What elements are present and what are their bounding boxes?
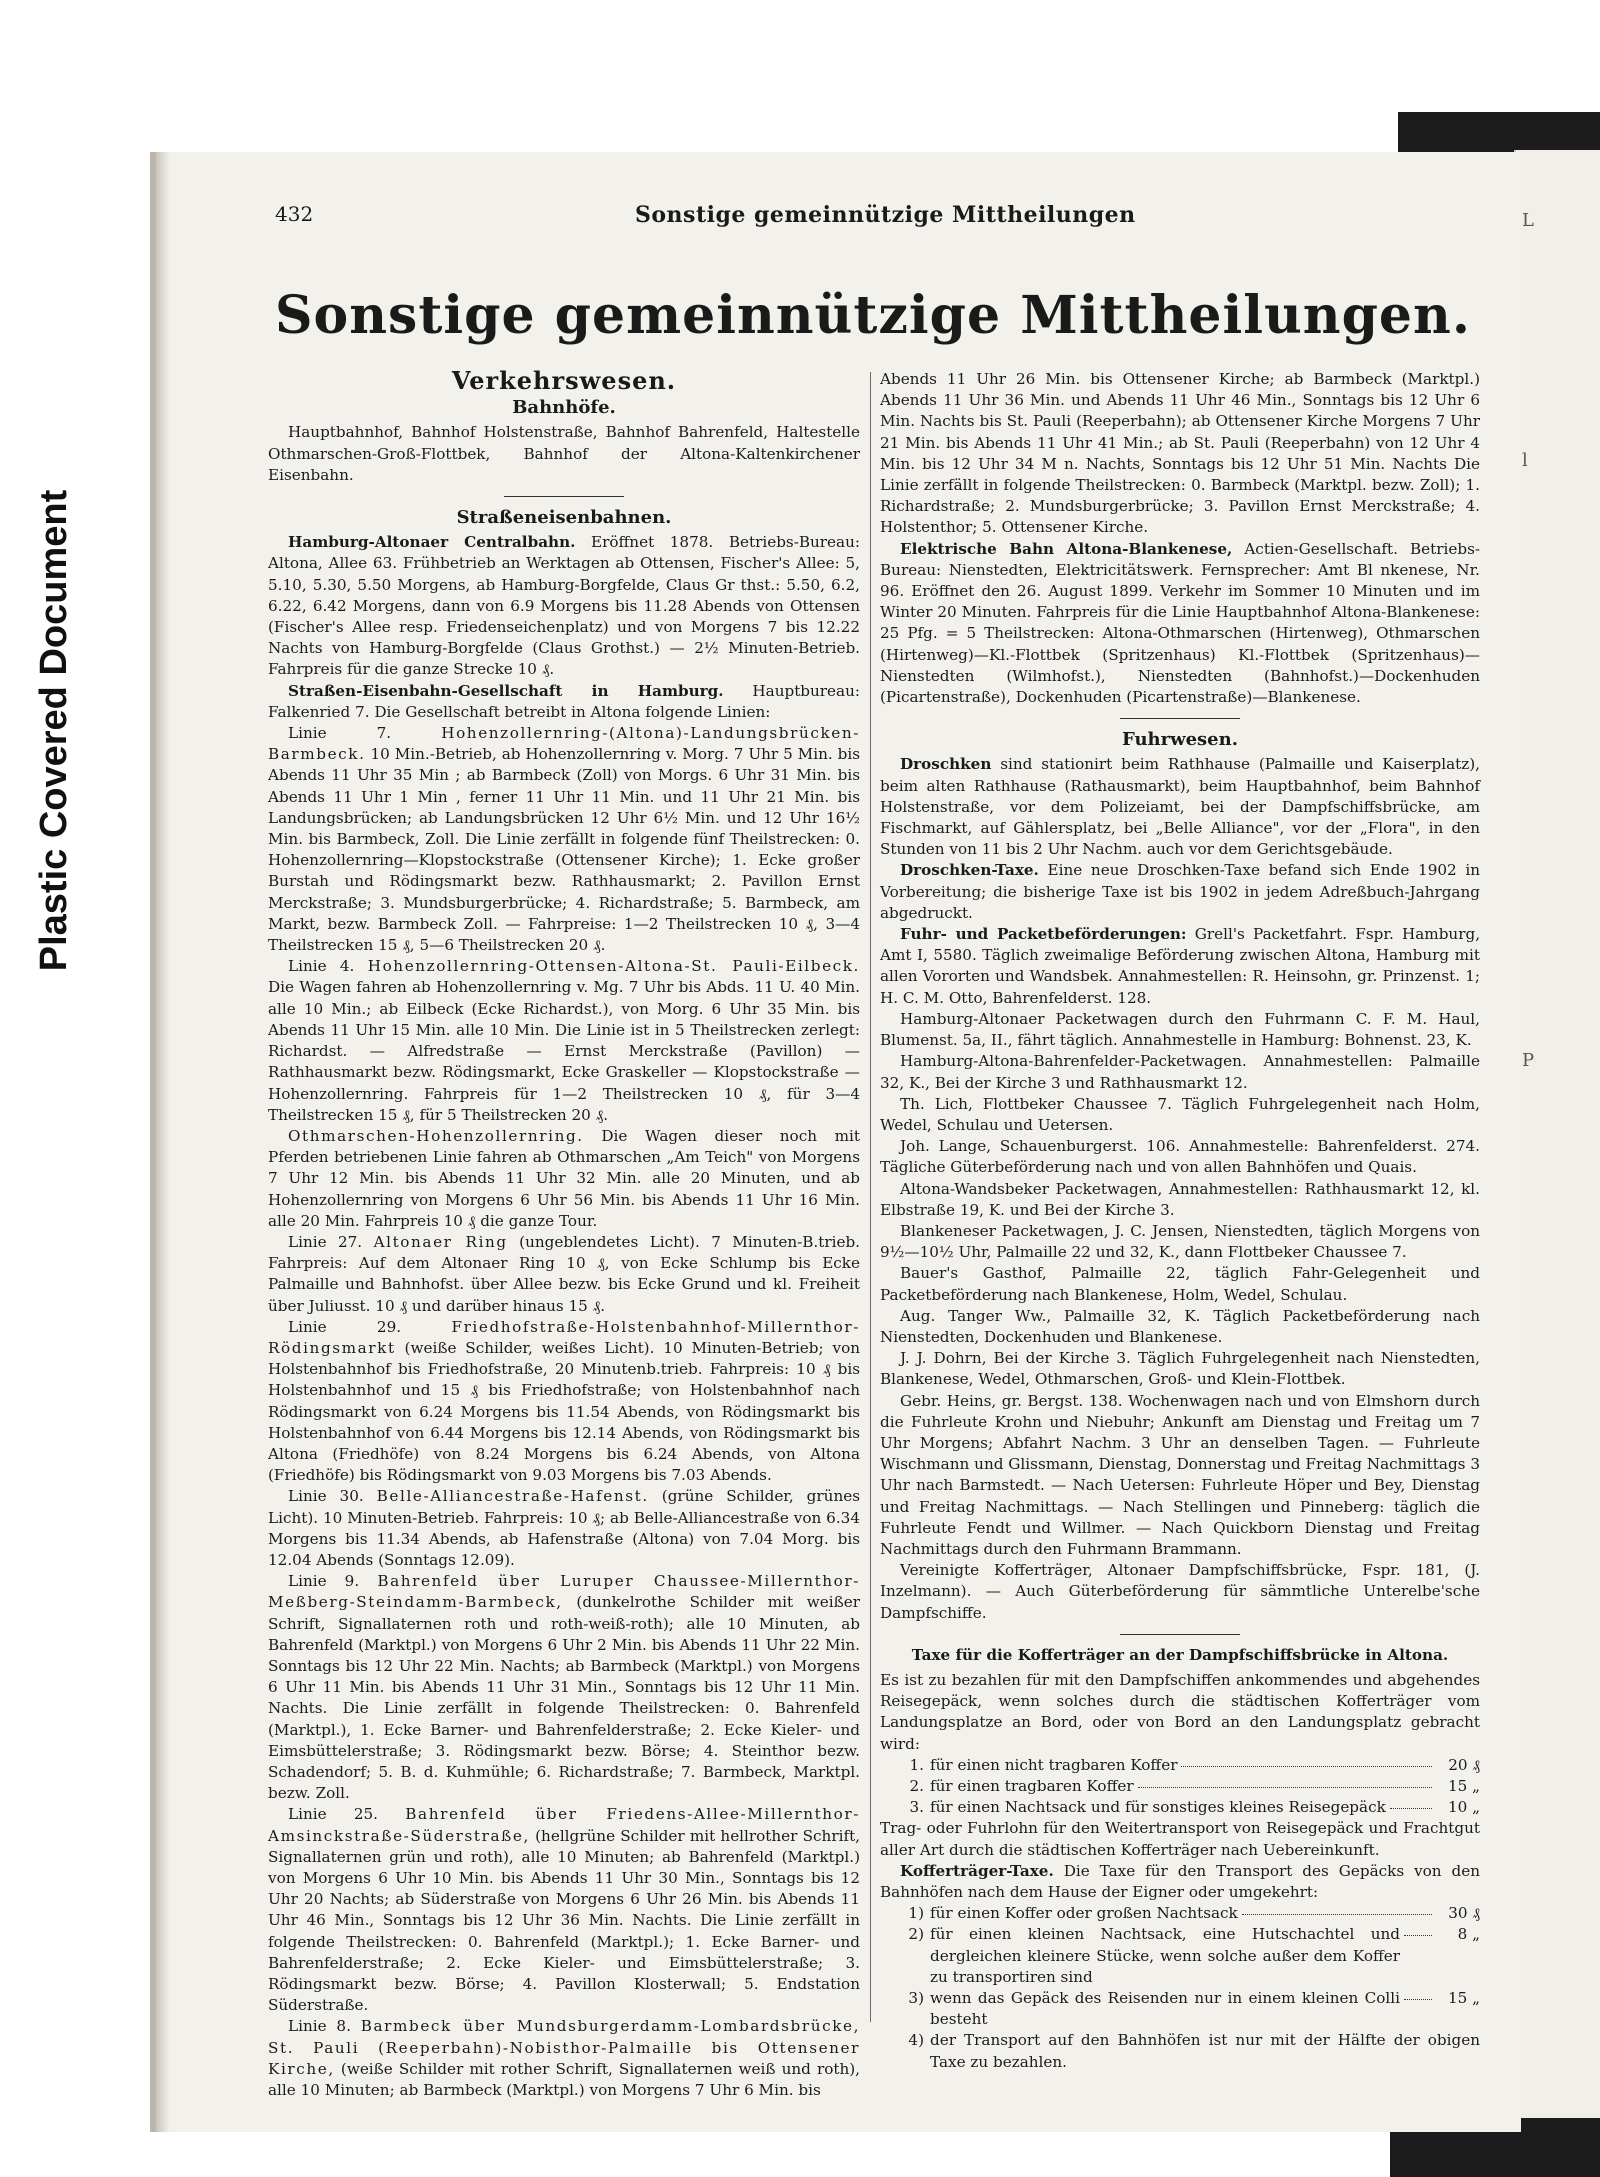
tariff-text: für einen Nachtsack und für sonstiges kleines Reisegepäck <box>930 1798 1386 1817</box>
line-text: 10 Min.-Betrieb, ab Hohenzollernring v. Morg. 7 Uhr 5 Min. bis Abends 11 Uhr 35 Min ; ab Barmbeck (Zoll) von Morgs. 6 Uhr 31 Min. bis Abends 11 Uhr 1 Min , ferner 11 Uhr 11 Min. und 11 Uhr 21 Min. bis Landungsbrücken; ab Landungsbrücken 12 Uhr 6½ Min. und 12 Uhr 16½ Min. bis Barmbeck, Zoll. Die Linie zerfällt in folgende fünf Theilstrecken: 0. Hohenzollernring—Klopstockstraße (Ottensener Kirche); 1. Ecke großer Burstah und Rödingsmarkt bezw. Rathhausmarkt; 2. Pavillon Ernst Merckstraße; 3. Mundsburgerbrücke; 4. Richardstraße; 5. Barmbeck, am Markt, bezw. Barmbeck Zoll. — Fahrpreise: 1—2 Theilstrecken 10 ₰, 3—4 Theilstrecken 15 ₰, 5—6 Theilstrecken 20 ₰. <box>268 745 860 955</box>
line-route: Barmbeck über Mundsburgerdamm-Lombardsbrücke, St. Pauli (Reeperbahn)-Nobisthor-Palmaille bis Ottensener Kirche, <box>268 2017 861 2078</box>
running-header <box>275 198 1235 234</box>
line-entry <box>268 1232 860 1317</box>
tariff-number: 1) <box>908 1904 924 1923</box>
paragraph-text: Eine neue Droschken-Taxe befand sich Ende 1902 in Vorbereitung; die bisherige Taxe ist bis 1902 in jedem Adreßbuch-Jahrgang abgedruckt. <box>880 861 1481 922</box>
line-route: Belle-Alliancestraße-Hafenst. <box>376 1487 649 1506</box>
leader-dots <box>1138 1787 1432 1788</box>
line-entry <box>268 723 860 956</box>
paragraph: Hauptbahnhof, Bahnhof Holstenstraße, Bahnhof Bahrenfeld, Haltestelle Othmarschen-Groß-Flottbek, Bahnhof der Altona-Kaltenkirchener Eisenbahn. <box>268 423 860 484</box>
tariff-list <box>880 1903 1480 2073</box>
transport-entry: Vereinigte Kofferträger, Altonaer Dampfschiffsbrücke, Fspr. 181, (J. Inzelmann). — Auch Güterbeförderung für sämmtliche Unterelbe'sche Dampfschiffe. <box>880 1561 1480 1622</box>
tariff-text: für einen nicht tragbaren Koffer <box>930 1755 1178 1774</box>
tariff-row <box>880 1755 1480 1776</box>
paragraph-text: Grell's Packetfahrt. Fspr. Hamburg, Amt I, 5580. Täglich zweimalige Beförderung zwischen Altona, Hamburg mit allen Vororten und Wandsbek. Annahmestellen: R. Heinsohn, gr. Prinzenst. 1; H. C. M. Otto, Bahrenfelderst. 128. <box>880 925 1481 1007</box>
right-column <box>880 369 1480 2073</box>
line-label: Linie 7. <box>288 724 392 743</box>
entry-name: Droschken <box>900 755 992 774</box>
tariff-price: 20 ₰ <box>1448 1755 1480 1774</box>
entry-name: Kofferträger-Taxe. <box>900 1861 1054 1880</box>
line-entry <box>268 1317 860 1487</box>
plastic-covered-text: Plastic Covered Document <box>33 489 76 971</box>
tariff-text: wenn das Gepäck des Reisenden nur in einem kleinen Colli besteht <box>930 1989 1400 2029</box>
tariff-row <box>880 1924 1480 1988</box>
company-name: Straßen-Eisenbahn-Gesellschaft in Hamburg. <box>288 681 724 700</box>
paragraph <box>880 754 1480 860</box>
transport-entry: Bauer's Gasthof, Palmaille 22, täglich Fahr-Gelegenheit und Packetbeförderung nach Blankenese, Holm, Wedel, Schulau. <box>880 1264 1480 1304</box>
line-text: Die Wagen fahren ab Hohenzollernring v. Mg. 7 Uhr bis Abds. 11 U. 40 Min. alle 10 Min.; ab Eilbeck (Ecke Richardst.), von Morg. 6 Uhr 35 Min. bis Abends 11 Uhr 15 Min. alle 10 Min. Die Linie ist in 5 Theilstrecken zerlegt: Richardst. — Alfredstraße — Ernst Merckstraße (Pavillon) — Rathhausmarkt bezw. Rödingsmarkt, Ecke Graskeller — Klopstockstraße — Hohenzollernring. Fahrpreis für 1—2 Theilstrecken 10 ₰, für 3—4 Theilstrecken 15 ₰, für 5 Theilstrecken 20 ₰. <box>268 978 860 1124</box>
paragraph-text: Actien-Gesellschaft. Betriebs-Bureau: Nienstedten, Elektricitätswerk. Fernsprecher: Amt Bl nkenese, Nr. 96. Eröffnet den 26. August 1899. Verkehr im Sommer 10 Minuten und im Winter 20 Minuten. Fahrpreis für die Linie Hauptbahnhof Altona-Blankenese: 25 Pfg. = 5 Theilstrecken: Altona-Othmarschen (Hirtenweg), Othmarschen (Hirtenweg)—Kl.-Flottbek (Spritzenhaus) Kl.-Flottbek (Spritzenhaus)—Nienstedten (Wilmhofst.), Nienstedten (Bahnhofst.)—Dockenhuden (Picartenstraße), Dockenhuden (Picartenstraße)—Blankenese. <box>880 539 1481 707</box>
line-text: (hellgrüne Schilder mit hellrother Schrift, Signallaternen grün und roth), alle 10 Minuten; ab Bahrenfeld (Marktpl.) von Morgens 6 Uhr 10 Min. bis Abends 11 Uhr 30 Min., Sonntags bis 12 Uhr 20 Nachts; ab Süderstraße von Morgens 6 Uhr 26 Min. bis Abends 11 Uhr 46 Min., Sonntags bis 12 Uhr 36 Min. Nachts. Die Linie zerfällt in folgende Theilstrecken: 0. Bahrenfeld (Marktpl.); 1. Ecke Barner- und Bahrenfelderstraße; 2. Ecke Kieler- und Eimsbüttelerstraße; 3. Rödingsmarkt bezw. Börse; 4. Pavillon Klosterwall; 5. Endstation Süderstraße. <box>268 1826 860 2015</box>
line-label: Linie 4. <box>288 957 355 976</box>
transport-entry: Aug. Tanger Ww., Palmaille 32, K. Täglich Packetbeförderung nach Nienstedten, Dockenhuden und Blankenese. <box>880 1306 1480 1346</box>
line-text: (grüne Schilder, grünes Licht). 10 Minuten-Betrieb. Fahrpreis: 10 ₰; ab Belle-Alliancestraße von 6.34 Morgens bis 11.34 Abends, ab Hafenstraße (Altona) von 7.04 Morg. bis 12.04 Abends (Sonntags 12.09). <box>268 1487 861 1569</box>
company-name: Hamburg-Altonaer Centralbahn. <box>288 533 576 552</box>
tariff-number: 2. <box>909 1777 924 1795</box>
plastic-covered-label <box>0 440 110 1020</box>
tariff-number: 2) <box>908 1925 924 1944</box>
line-entry <box>268 1126 860 1232</box>
line-route: Hohenzollernring-(Altona)-Landungsbrücken-Barmbeck. <box>268 724 860 764</box>
tariff-price: 15 „ <box>1447 1989 1480 2008</box>
page-number: 432 <box>275 202 314 226</box>
entry-name: Droschken-Taxe. <box>900 861 1039 880</box>
tariff-row <box>880 1988 1480 2030</box>
transport-entry: Joh. Lange, Schauenburgerst. 106. Annahmestelle: Bahrenfelderst. 274. Tägliche Güterbeförderung nach und von allen Bahnhöfen und Quais. <box>880 1137 1480 1177</box>
line-text: (weiße Schilder mit rother Schrift, Signallaternen weiß und roth), alle 10 Minuten; ab Barmbeck (Marktpl.) von Morgens 7 Uhr 6 Min. bis <box>268 2059 861 2100</box>
paragraph <box>880 860 1480 924</box>
line-route: Altonaer Ring <box>373 1232 508 1251</box>
leader-dots <box>1390 1808 1432 1809</box>
entry-name: Fuhr- und Packetbeförderungen: <box>900 925 1187 944</box>
line-text: (weiße Schilder, weißes Licht). 10 Minuten-Betrieb; von Holstenbahnhof bis Friedhofstraße, 20 Minutenb.trieb. Fahrpreis: 10 ₰ bis Holstenbahnhof und 15 ₰ bis Friedhofstraße; von Holstenbahnhof nach Rödingsmarkt von 6.24 Morgens bis 11.54 Abends, von Rödingsmarkt bis Holstenbahnhof von 6.44 Morgens bis 12.14 Abends, von Rödingsmarkt bis Altona (Friedhöfe) von 8.24 Morgens bis 6.24 Abends, von Altona (Friedhöfe) bis Rödingsmarkt von 9.03 Morgens bis 7.03 Abends. <box>268 1338 860 1485</box>
paragraph-text: Eröffnet 1878. Betriebs-Bureau: Altona, Allee 63. Frühbetrieb an Werktagen ab Ottensen, Fischer's Allee: 5, 5.10, 5.30, 5.50 Morgens, ab Hamburg-Borgfelde, Claus Gr thst.: 5.50, 6.2, 6.22, 6.42 Morgens, dann von 6.9 Morgens bis 11.28 Abends von Ottensen (Fischer's Allee resp. Friedenseichenplatz) und von Morgens 7 bis 12.22 Nachts von Hamburg-Borgfelde (Claus Grothst.) — 2½ Minuten-Betrieb. Fahrpreis für die ganze Strecke 10 ₰. <box>268 533 860 679</box>
paragraph <box>880 924 1480 1009</box>
leader-dots <box>1242 1914 1432 1915</box>
tariff-number: 4) <box>908 2031 924 2050</box>
leader-dots <box>1404 1935 1432 1936</box>
line-route: Bahrenfeld über Friedens-Allee-Millernthor-Amsinckstraße-Süderstraße, <box>268 1805 861 1845</box>
tariff-row <box>880 2030 1480 2072</box>
transport-entry: Hamburg-Altona-Bahrenfelder-Packetwagen. Annahmestellen: Palmaille 32, K., Bei der Kirche 3 und Rathhausmarkt 12. <box>880 1052 1480 1092</box>
running-title: Sonstige gemeinnützige Mittheilungen <box>635 202 1136 228</box>
paragraph-text: Hauptbureau: Falkenried 7. Die Gesellschaft betreibt in Altona folgende Linien: <box>268 681 861 721</box>
line-entry <box>268 2016 860 2101</box>
paragraph: Abends 11 Uhr 26 Min. bis Ottensener Kirche; ab Barmbeck (Marktpl.) Abends 11 Uhr 36 Min. und Abends 11 Uhr 46 Min., Sonntags bis 12 Uhr 6 Min. Nachts bis St. Pauli (Reeperbahn); ab Ottensener Kirche Morgens 7 Uhr 21 Min. bis Abends 11 Uhr 41 Min.; ab St. Pauli (Reeperbahn) von 12 Uhr 4 Min. bis 12 Uhr 34 M n. Nachts, Sonntags bis 12 Uhr 51 Min. Nachts Die Linie zerfällt in folgende Theilstrecken: 0. Barmbeck (Marktpl. bezw. Zoll); 1. Richardstraße; 2. Mundsburgerbrücke; 3. Pavillon Ernst Merckstraße; 4. Holstenthor; 5. Ottensener Kirche. <box>880 370 1480 537</box>
line-entry <box>268 1571 860 1804</box>
edge-fragment: L <box>1522 210 1534 231</box>
line-label: Linie 8. <box>288 2017 351 2036</box>
line-route: Friedhofstraße-Holstenbahnhof-Millernthor-Rödingsmarkt <box>268 1317 860 1357</box>
line-entry <box>268 1804 860 2016</box>
tariff-title: Taxe für die Kofferträger an der Dampfschiffsbrücke in Altona. <box>911 1645 1449 1664</box>
paragraph <box>880 539 1480 709</box>
paragraph-text: sind stationirt beim Rathhause (Palmaille und Kaiserplatz), beim alten Rathhause (Rathausmarkt), beim Hauptbahnhof, beim Bahnhof Holstenstraße, vor dem Polizeiamt, bei der Dampfschiffsbrücke, am Fischmarkt, auf Gählersplatz, bei „Belle Alliance", vor der „Flora", in den Stunden von 11 bis 2 Uhr Nachm. auch vor dem Gerichtsgebäude. <box>880 755 1480 859</box>
tariff-row <box>880 1776 1480 1797</box>
leader-dots <box>1181 1766 1432 1767</box>
adjacent-page-edge <box>1514 150 1600 2125</box>
edge-fragment: P <box>1522 1050 1535 1071</box>
divider <box>1120 1634 1240 1635</box>
tariff-row <box>880 1797 1480 1818</box>
line-route: Hohenzollernring-Ottensen-Altona-St. Pauli-Eilbeck. <box>367 957 860 976</box>
page-title: Sonstige gemeinnützige Mittheilungen. <box>275 285 1471 346</box>
divider <box>1120 718 1240 719</box>
line-text: (ungeblendetes Licht). 7 Minuten-B.trieb. Fahrpreis: Auf dem Altonaer Ring 10 ₰, von Ecke Schlump bis Ecke Palmaille und Bahnhofst. über Allee bezw. bis Ecke Grund und kl. Freiheit über Juliusst. 10 ₰ und darüber hinaus 15 ₰. <box>268 1232 860 1315</box>
subsection-title: Bahnhöfe. <box>512 397 616 419</box>
paragraph <box>268 681 860 723</box>
left-column <box>268 368 860 2101</box>
column-divider <box>870 372 871 2022</box>
line-label: Linie 25. <box>288 1805 378 1824</box>
transport-entry: J. J. Dohrn, Bei der Kirche 3. Täglich Fuhrgelegenheit nach Nienstedten, Blankenese, Wedel, Othmarschen, Groß- und Klein-Flottbek. <box>880 1349 1480 1389</box>
divider <box>504 496 624 497</box>
tariff-number: 1. <box>909 1755 924 1774</box>
tariff-price: 8 „ <box>1457 1925 1480 1944</box>
edge-fragment: l <box>1522 450 1528 471</box>
tariff-price: 10 „ <box>1447 1798 1480 1817</box>
tariff-price: 30 ₰ <box>1448 1904 1480 1923</box>
section-title: Verkehrswesen. <box>451 366 677 395</box>
line-label: Linie 27. <box>288 1232 363 1251</box>
tariff-number: 3. <box>909 1798 924 1817</box>
subsection-title: Straßeneisenbahnen. <box>456 507 672 529</box>
line-entry <box>268 1486 860 1571</box>
tariff-text: der Transport auf den Bahnhöfen ist nur mit der Hälfte der obigen Taxe zu bezahlen. <box>930 2031 1480 2071</box>
line-text: (dunkelrothe Schilder mit weißer Schrift, Signallaternen roth und roth-weiß-roth); alle 10 Minuten, ab Bahrenfeld (Marktpl.) von Morgens 6 Uhr 2 Min. bis Abends 11 Uhr 22 Min. Sonntags bis 12 Uhr 22 Min. Nachts; ab Barmbeck (Marktpl.) von Morgens 6 Uhr 11 Min. bis Abends 11 Uhr 31 Min., Sonntags bis 12 Uhr 11 Min. Nachts. Die Linie zerfällt in folgende Theilstrecken: 0. Bahrenfeld (Marktpl.), 1. Ecke Barner- und Bahrenfelderstraße; 2. Ecke Kieler- und Eimsbüttelerstraße; 3. Rödingsmarkt bezw. Börse; 4. Steinthor bezw. Schadendorf; 5. B. d. Kuhmühle; 6. Richardstraße; 7. Barmbeck, Marktpl. bezw. Zoll. <box>268 1593 860 1803</box>
tariff-list <box>880 1755 1480 1819</box>
line-route: Othmarschen-Hohenzollernring. <box>288 1126 584 1145</box>
transport-entry: Gebr. Heins, gr. Bergst. 138. Wochenwagen nach und von Elmshorn durch die Fuhrleute Krohn und Niebuhr; Ankunft am Dienstag und Freitag um 7 Uhr Morgens; Abfahrt Nachm. 3 Uhr an denselben Tagen. — Fuhrleute Wischmann und Glissmann, Dienstag, Donnerstag und Freitag Nachmittags 3 Uhr nach Barmstedt. — Nach Uetersen: Fuhrleute Höper und Bey, Dienstag und Freitag Nachmittags. — Nach Stellingen und Pinneberg: täglich die Fuhrleute Fendt und Willmer. — Nach Quickborn Dienstag und Freitag Nachmittags durch den Fuhrmann Brammann. <box>880 1391 1480 1558</box>
subsection-title: Fuhrwesen. <box>1121 729 1238 751</box>
tariff-text: für einen tragbaren Koffer <box>930 1777 1134 1795</box>
line-text: Die Wagen dieser noch mit Pferden betriebenen Linie fahren ab Othmarschen „Am Teich" von Morgens 7 Uhr 12 Min. bis Abends 11 Uhr 32 Min. alle 20 Minuten, und ab Hohenzollernring von Morgens 6 Uhr 56 Min. bis Abends 11 Uhr 16 Min. alle 20 Min. Fahrpreis 10 ₰ die ganze Tour. <box>268 1126 861 1230</box>
company-name: Elektrische Bahn Altona-Blankenese, <box>900 539 1233 558</box>
leader-dots <box>1404 1999 1432 2000</box>
paragraph: Es ist zu bezahlen für mit den Dampfschiffen ankommendes und abgehendes Reisegepäck, wenn solches durch die städtischen Kofferträger vom Landungsplatze an Bord, oder von Bord an den Landungsplatz gebracht wird: <box>880 1670 1480 1753</box>
transport-entry: Th. Lich, Flottbeker Chaussee 7. Täglich Fuhrgelegenheit nach Holm, Wedel, Schulau und Uetersen. <box>880 1094 1480 1134</box>
paragraph-text: Die Taxe für den Transport des Gepäcks von den Bahnhöfen nach dem Hause der Eigner oder umgekehrt: <box>880 1861 1480 1902</box>
line-label: Linie 9. <box>288 1572 360 1591</box>
transport-entry: Hamburg-Altonaer Packetwagen durch den Fuhrmann C. F. M. Haul, Blumenst. 5a, II., fährt täglich. Annahmestelle in Hamburg: Bohnenst. 23, K. <box>880 1009 1480 1050</box>
page-shadow <box>150 152 170 2132</box>
paragraph <box>880 1861 1480 1903</box>
tariff-row <box>880 1903 1480 1924</box>
paragraph: Trag- oder Fuhrlohn für den Weitertransport von Reisegepäck und Frachtgut aller Art durch die städtischen Kofferträger nach Uebereinkunft. <box>880 1819 1480 1859</box>
tariff-price: 15 „ <box>1447 1777 1480 1795</box>
line-entry <box>268 956 860 1126</box>
tariff-text: für einen kleinen Nachtsack, eine Hutschachtel und dergleichen kleinere Stücke, wenn solche außer dem Koffer zu transportiren sind <box>930 1925 1400 1986</box>
paragraph <box>268 532 860 680</box>
line-route: Bahrenfeld über Luruper Chaussee-Millernthor-Meßberg-Steindamm-Barmbeck, <box>268 1572 861 1612</box>
tariff-text: für einen Koffer oder großen Nachtsack <box>930 1904 1238 1923</box>
line-label: Linie 29. <box>288 1317 402 1336</box>
tariff-number: 3) <box>908 1989 924 2008</box>
line-label: Linie 30. <box>288 1487 364 1506</box>
transport-entry: Blankeneser Packetwagen, J. C. Jensen, Nienstedten, täglich Morgens von 9½—10½ Uhr, Palmaille 22 und 32, K., dann Flottbeker Chaussee 7. <box>880 1221 1480 1262</box>
transport-entry: Altona-Wandsbeker Packetwagen, Annahmestellen: Rathhausmarkt 12, kl. Elbstraße 19, K. und Bei der Kirche 3. <box>880 1179 1480 1219</box>
